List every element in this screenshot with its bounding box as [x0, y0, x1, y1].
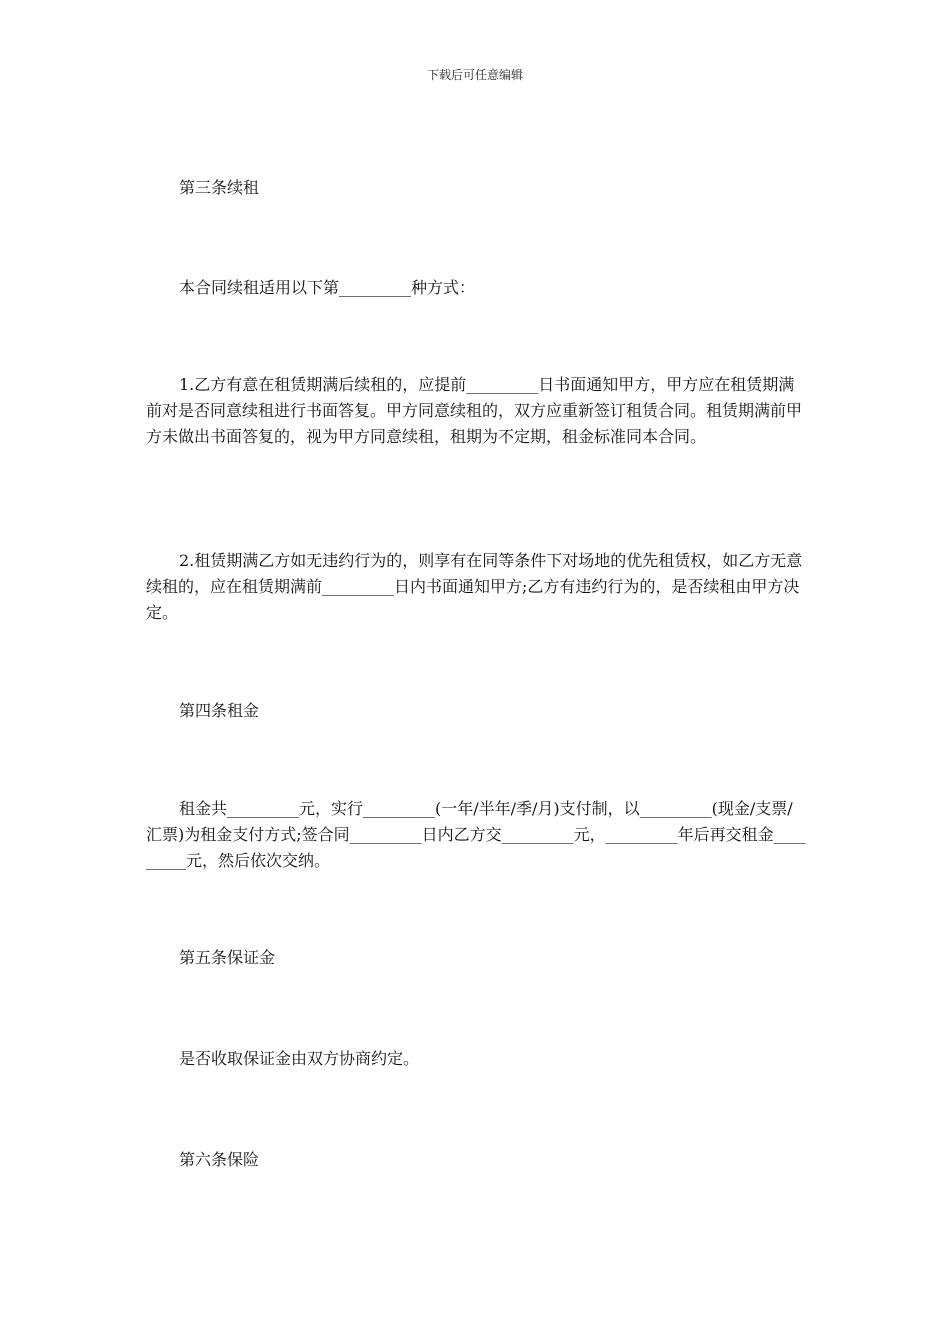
- article-5-body: 是否收取保证金由双方协商约定。: [179, 1049, 420, 1068]
- article-3-intro: 本合同续租适用以下第_________种方式：: [179, 278, 476, 297]
- article-6-title: 第六条保险: [179, 1150, 260, 1169]
- article-5-title: 第五条保证金: [179, 948, 276, 967]
- article-3-item-1: 1.乙方有意在租赁期满后续租的，应提前_________日书面通知甲方，甲方应在租赁期满前对是否同意续租进行书面答复。甲方同意续租的，双方应重新签订租赁合同。租赁期满前甲方未做出书面答复的，视为甲方同意续租，租期为不定期，租金标准同本合同。: [146, 375, 803, 446]
- page-header-note: 下载后可任意编辑: [426, 68, 523, 82]
- article-4-body: 租金共_________元，实行_________(一年/半年/季/月)支付制，以_________(现金/支票/汇票)为租金支付方式;签合同_________日内乙方交_________元，_________年后再交租金_________元，然后依次交纳。: [146, 799, 806, 870]
- article-3-item-2: 2.租赁期满乙方如无违约行为的，则享有在同等条件下对场地的优先租赁权，如乙方无意续租的，应在租赁期满前_________日内书面通知甲方;乙方有违约行为的，是否续租由甲方决定。: [146, 551, 803, 622]
- article-3-title: 第三条续租: [179, 178, 260, 197]
- article-4-title: 第四条租金: [179, 701, 260, 720]
